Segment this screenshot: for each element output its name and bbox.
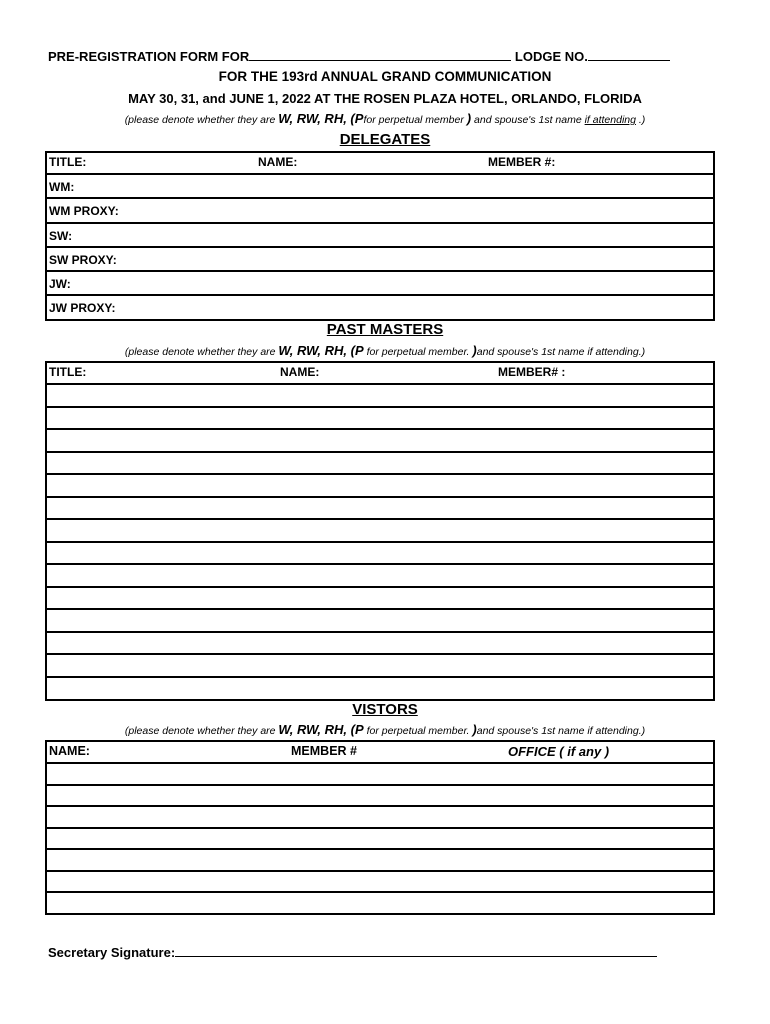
header-note xyxy=(0,111,770,126)
table-row[interactable] xyxy=(47,408,713,431)
form-for-label: PRE-REGISTRATION FORM FOR xyxy=(48,49,250,64)
note-paren: ) xyxy=(472,343,477,358)
col-name: NAME: xyxy=(280,365,320,379)
table-row[interactable] xyxy=(47,588,713,611)
lodge-name-blank[interactable] xyxy=(249,48,511,61)
past-masters-header-row xyxy=(47,363,713,385)
past-masters-title: PAST MASTERS xyxy=(326,321,444,338)
note-titles: W, RW, RH, (P xyxy=(278,343,364,358)
lodge-no-label: LODGE NO. xyxy=(514,49,588,64)
secretary-signature-blank[interactable] xyxy=(175,944,657,957)
col-name: NAME: xyxy=(49,744,90,758)
row-label: SW PROXY: xyxy=(49,253,117,267)
delegates-table xyxy=(45,151,715,321)
secretary-signature-label: Secretary Signature: xyxy=(48,945,176,960)
note-titles: W, RW, RH, (P xyxy=(278,722,364,737)
table-row[interactable] xyxy=(47,385,713,408)
delegate-row-jw[interactable] xyxy=(47,272,713,296)
table-row[interactable] xyxy=(47,520,713,543)
table-row[interactable] xyxy=(47,655,713,678)
table-row[interactable] xyxy=(47,543,713,566)
table-row[interactable] xyxy=(47,565,713,588)
col-name: NAME: xyxy=(258,155,298,169)
note-post: and spouse's 1st name if attending.) xyxy=(476,725,646,737)
note-post: and spouse's 1st name xyxy=(474,114,582,126)
note-mid: for perpetual member. xyxy=(366,346,470,358)
note-paren: ) xyxy=(466,111,472,126)
table-row[interactable] xyxy=(47,829,713,851)
note-mid: for perpetual member xyxy=(363,114,464,126)
table-row[interactable] xyxy=(47,850,713,872)
table-row[interactable] xyxy=(47,764,713,786)
visitors-title: VISTORS xyxy=(352,701,418,718)
delegates-title: DELEGATES xyxy=(339,131,431,148)
note-end: .) xyxy=(638,114,646,126)
row-label: WM: xyxy=(49,180,75,194)
table-row[interactable] xyxy=(47,475,713,498)
secretary-signature-row xyxy=(48,944,657,960)
note-attending: if attending xyxy=(584,114,636,126)
note-pre: (please denote whether they are xyxy=(124,346,276,358)
note-pre: (please denote whether they are xyxy=(124,725,276,737)
delegates-header-row xyxy=(47,153,713,175)
table-row[interactable] xyxy=(47,610,713,633)
visitors-note xyxy=(0,722,770,737)
delegate-row-sw-proxy[interactable] xyxy=(47,248,713,272)
past-masters-note xyxy=(0,343,770,358)
date-location-line: MAY 30, 31, and JUNE 1, 2022 AT THE ROSEN PLAZA HOTEL, ORLANDO, FLORIDA xyxy=(128,91,642,106)
delegate-row-wm[interactable] xyxy=(47,175,713,199)
delegate-row-wm-proxy[interactable] xyxy=(47,199,713,224)
col-member: MEMBER #: xyxy=(488,155,556,169)
visitors-table xyxy=(45,740,715,915)
row-label: JW: xyxy=(49,277,71,291)
col-member: MEMBER # xyxy=(291,744,357,758)
row-label: SW: xyxy=(49,229,73,243)
col-title: TITLE: xyxy=(49,365,87,379)
table-row[interactable] xyxy=(47,453,713,476)
table-row[interactable] xyxy=(47,678,713,699)
table-row[interactable] xyxy=(47,786,713,808)
delegate-row-sw[interactable] xyxy=(47,224,713,248)
visitors-header-row xyxy=(47,742,713,764)
form-title-row xyxy=(48,48,670,64)
note-post: and spouse's 1st name if attending.) xyxy=(476,346,646,358)
table-row[interactable] xyxy=(47,872,713,894)
col-member: MEMBER# : xyxy=(498,365,566,379)
delegate-row-jw-proxy[interactable] xyxy=(47,296,713,319)
table-row[interactable] xyxy=(47,893,713,913)
table-row[interactable] xyxy=(47,498,713,521)
row-label: WM PROXY: xyxy=(49,204,119,218)
note-paren: ) xyxy=(472,722,477,737)
grand-communication-line: FOR THE 193rd ANNUAL GRAND COMMUNICATION xyxy=(218,69,552,84)
table-row[interactable] xyxy=(47,633,713,656)
row-label: JW PROXY: xyxy=(49,301,116,315)
col-title: TITLE: xyxy=(49,155,87,169)
lodge-number-blank[interactable] xyxy=(588,48,670,61)
table-row[interactable] xyxy=(47,430,713,453)
note-mid: for perpetual member. xyxy=(366,725,470,737)
table-row[interactable] xyxy=(47,807,713,829)
note-pre: (please denote whether they are xyxy=(124,114,276,126)
past-masters-table xyxy=(45,361,715,701)
col-office: OFFICE ( if any ) xyxy=(508,744,610,759)
note-titles: W, RW, RH, (P xyxy=(278,111,364,126)
